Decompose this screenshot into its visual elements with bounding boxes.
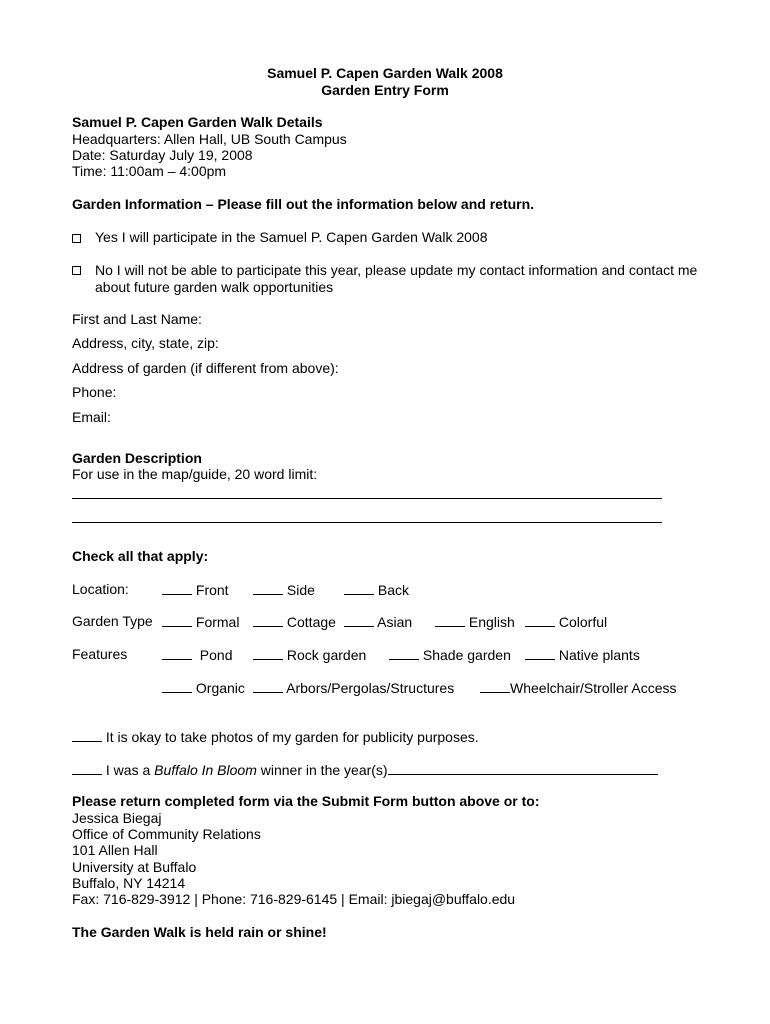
feature-option-pond[interactable]: Pond [162, 646, 232, 664]
phone-field-label: Phone: [72, 384, 117, 400]
type-option-colorful[interactable]: Colorful [525, 613, 607, 631]
return-heading: Please return completed form via the Submit Form button above or to: [72, 793, 540, 809]
type-option-english[interactable]: English [435, 613, 515, 631]
type-option-formal[interactable]: Formal [162, 613, 239, 631]
details-time: Time: 11:00am – 4:00pm [72, 163, 227, 179]
garden-address-field-label: Address of garden (if different from above): [72, 360, 339, 376]
participate-no-label-line2: about future garden walk opportunities [95, 279, 334, 295]
feature-option-arbors[interactable]: Arbors/Pergolas/Structures [253, 679, 454, 697]
location-option-back[interactable]: Back [344, 581, 409, 599]
return-office: Office of Community Relations [72, 826, 261, 842]
check-heading: Check all that apply: [72, 548, 209, 564]
rain-or-shine-note: The Garden Walk is held rain or shine! [72, 924, 327, 940]
form-title: Samuel P. Capen Garden Walk 2008 [267, 65, 503, 81]
details-heading: Samuel P. Capen Garden Walk Details [72, 114, 323, 130]
participate-yes-label: Yes I will participate in the Samuel P. Capen Garden Walk 2008 [95, 229, 488, 245]
garden-info-heading: Garden Information – Please fill out the information below and return. [72, 196, 535, 212]
return-city: Buffalo, NY 14214 [72, 875, 186, 891]
return-name: Jessica Biegaj [72, 810, 162, 826]
feature-option-wheelchair-access[interactable]: Wheelchair/Stroller Access [480, 679, 677, 697]
feature-option-native-plants[interactable]: Native plants [525, 646, 640, 664]
return-contact: Fax: 716-829-3912 | Phone: 716-829-6145 | Email: jbiegaj@buffalo.edu [72, 891, 516, 907]
description-line-1[interactable] [72, 498, 662, 499]
return-street: 101 Allen Hall [72, 842, 158, 858]
type-option-cottage[interactable]: Cottage [253, 613, 336, 631]
feature-option-shade-garden[interactable]: Shade garden [389, 646, 511, 664]
participate-yes-checkbox[interactable] [72, 234, 81, 243]
details-date: Date: Saturday July 19, 2008 [72, 147, 253, 163]
email-field-label: Email: [72, 409, 111, 425]
bloom-year-field [388, 761, 658, 775]
garden-type-label: Garden Type [72, 613, 153, 629]
feature-option-rock-garden[interactable]: Rock garden [253, 646, 366, 664]
description-line-2[interactable] [72, 522, 662, 523]
location-option-front[interactable]: Front [162, 581, 229, 599]
description-instruction: For use in the map/guide, 20 word limit: [72, 466, 318, 482]
photo-consent[interactable]: It is okay to take photos of my garden for publicity purposes. [72, 728, 479, 746]
features-label: Features [72, 646, 128, 662]
feature-option-organic[interactable]: Organic [162, 679, 245, 697]
buffalo-in-bloom-winner[interactable]: I was a Buffalo In Bloom winner in the year(s) [72, 761, 658, 779]
address-field-label: Address, city, state, zip: [72, 335, 219, 351]
description-heading: Garden Description [72, 450, 202, 466]
details-headquarters: Headquarters: Allen Hall, UB South Campus [72, 131, 347, 147]
type-option-asian[interactable]: Asian [344, 613, 412, 631]
form-subtitle: Garden Entry Form [321, 82, 449, 98]
name-field-label: First and Last Name: [72, 311, 202, 327]
return-university: University at Buffalo [72, 859, 197, 875]
location-label: Location: [72, 581, 129, 597]
participate-no-checkbox[interactable] [72, 266, 81, 275]
participate-no-label-line1: No I will not be able to participate this year, please update my contact information and contact me [95, 262, 698, 278]
location-option-side[interactable]: Side [253, 581, 315, 599]
